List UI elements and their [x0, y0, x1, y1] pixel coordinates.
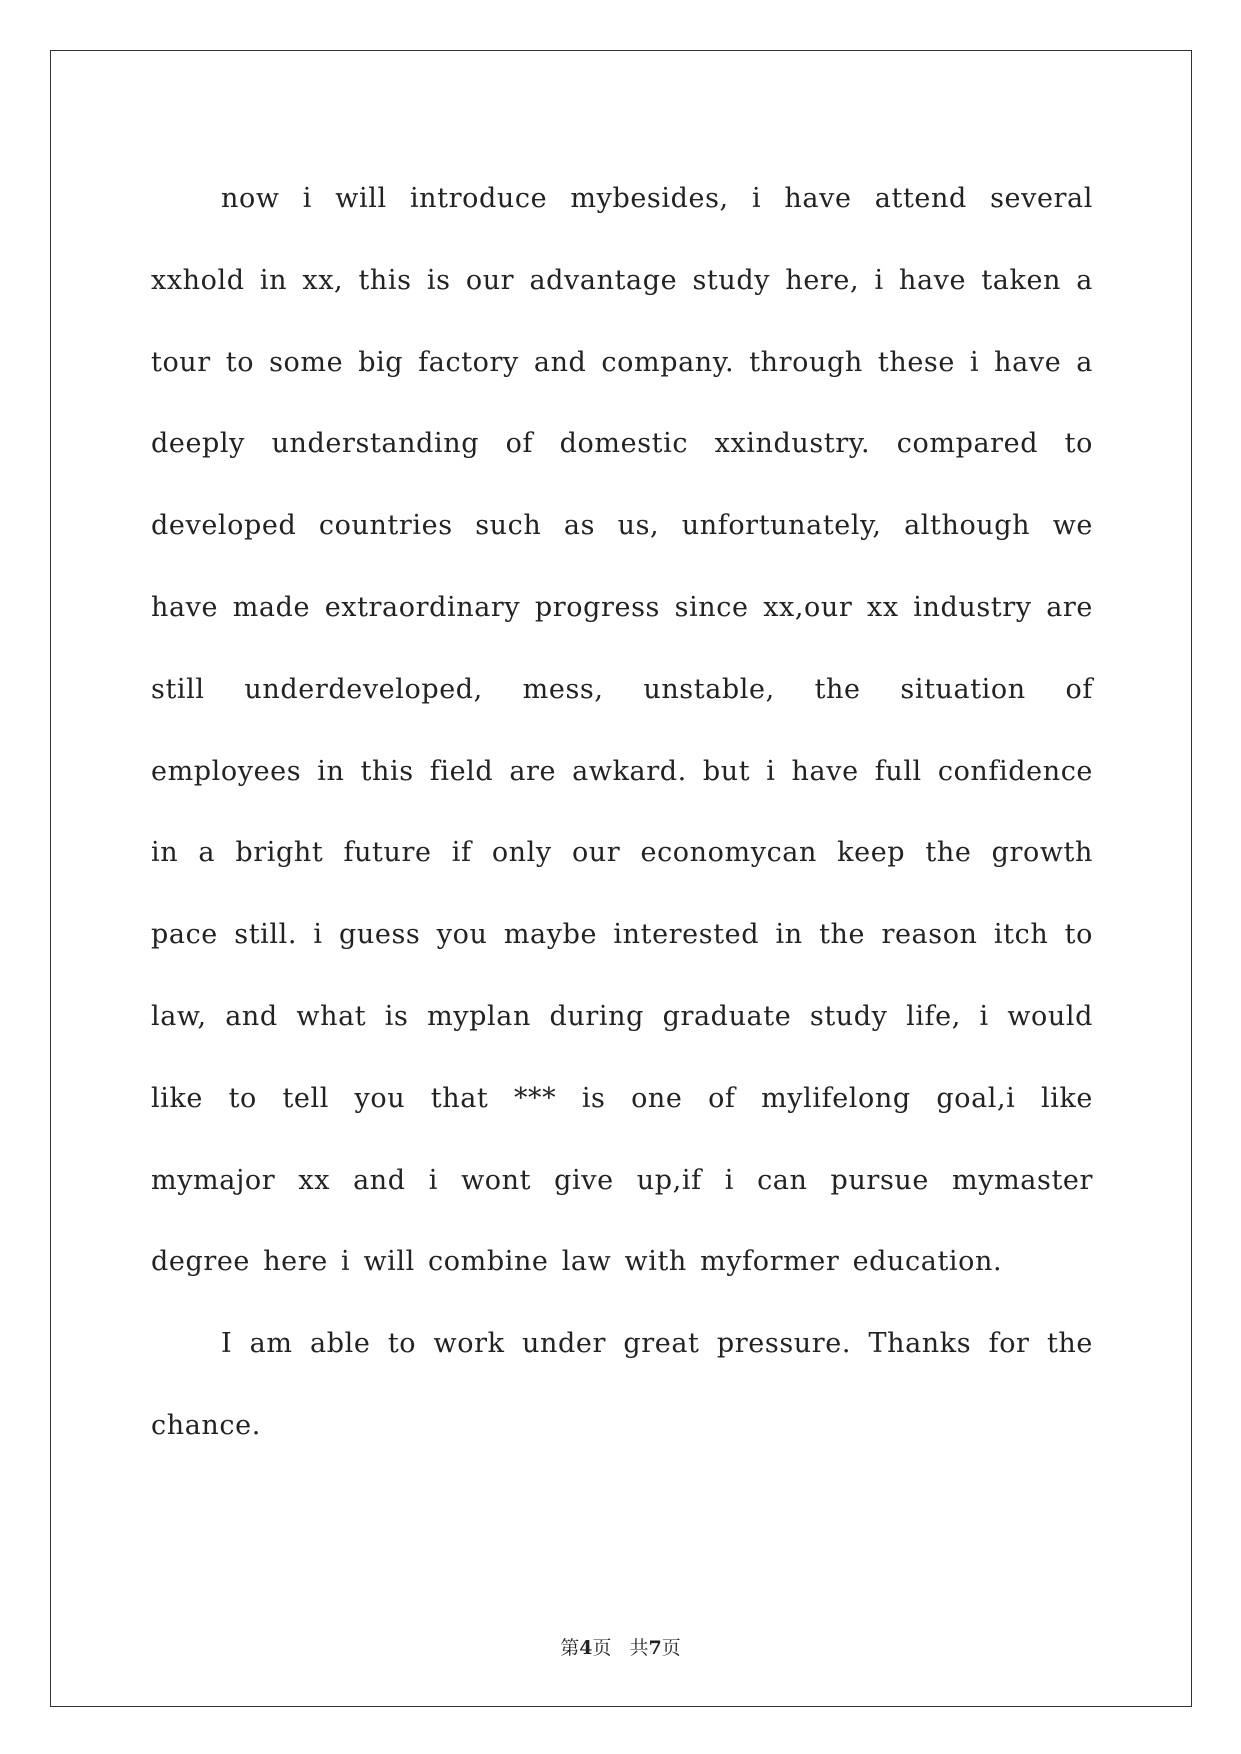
paragraph: I am able to work under great pressure. Thanks for the chance. [151, 1328, 1093, 1441]
page-footer [0, 1633, 1241, 1660]
total-pages-suffix: 页 [661, 1637, 681, 1659]
total-pages-number: 7 [648, 1637, 662, 1659]
paragraph: now i will introduce mybesides, i have attend several xxhold in xx, this is our advantage study here, i have taken a tour to some big factory and company. through these i have a deeply understanding of domestic xxindustry. compared to developed countries such as us, unfortunately, although we have made extraordinary progress since xx,our xx industry are still underdeveloped, mess, unstable, the situation of employees in this field are awkard. but i have full confidence in a bright future if only our economycan keep the growth pace still. i guess you maybe interested in the reason itch to law, and what is myplan during graduate study life, i would like to tell you that *** is one of mylifelong goal,i like mymajor xx and i wont give up,if i can pursue mymaster degree here i will combine law with myformer education. [151, 183, 1093, 1278]
page-number-suffix: 页 [592, 1637, 612, 1659]
total-pages-prefix: 共 [629, 1637, 649, 1659]
current-page-number: 4 [579, 1637, 593, 1659]
page-number-prefix: 第 [560, 1637, 580, 1659]
document-body [151, 158, 1093, 1467]
